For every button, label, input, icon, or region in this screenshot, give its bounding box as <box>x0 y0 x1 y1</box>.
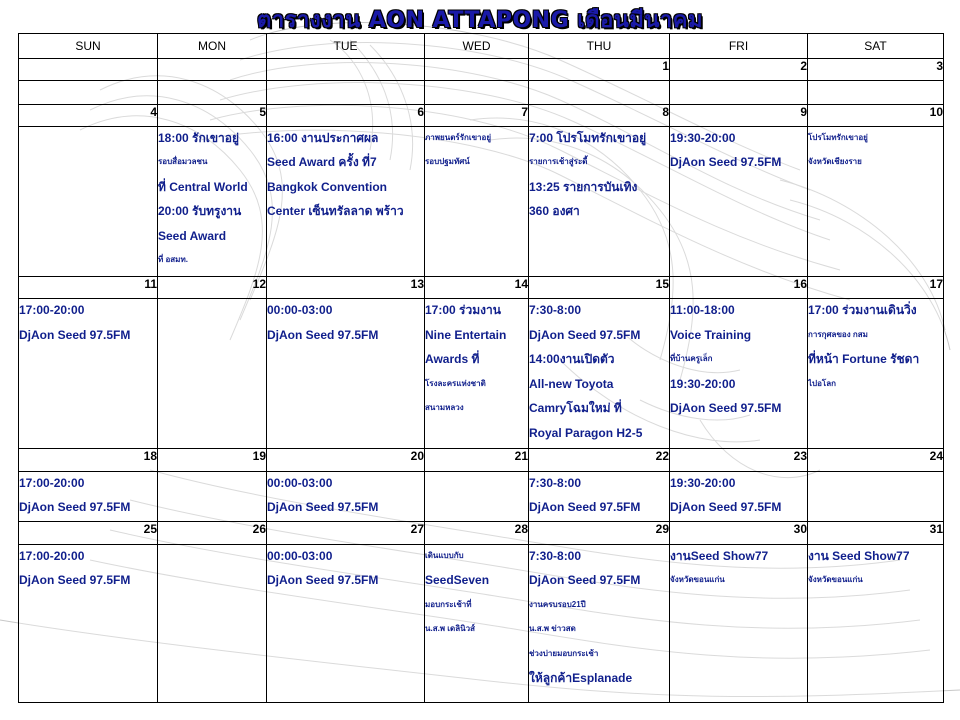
calendar-grid <box>18 33 944 703</box>
date-cell <box>808 522 944 544</box>
event-line: All-new Toyota <box>529 376 614 391</box>
event-line: DjAon Seed 97.5FM <box>670 401 782 416</box>
event-line: SeedSeven <box>425 573 490 588</box>
event-line: มอบกระเช้าที่ <box>425 599 472 609</box>
event-line: การกุศลของ กสม <box>808 329 868 339</box>
event-line: สนามหลวง <box>425 403 464 413</box>
day-events-cell <box>670 81 808 104</box>
weekday-header-row <box>19 34 944 59</box>
date-number: 8 <box>662 104 669 119</box>
event-line: รอบสื่อมวลชน <box>158 157 208 167</box>
event-line: 20:00 รับทรูงาน <box>158 204 242 219</box>
event-line: DjAon Seed 97.5FM <box>19 500 131 515</box>
day-events-cell <box>529 471 670 522</box>
event-line: Voice Training <box>670 327 752 342</box>
date-number: 29 <box>655 522 669 537</box>
event-line: งานครบรอบ21ปี <box>529 599 586 609</box>
event-line: DjAon Seed 97.5FM <box>267 573 379 588</box>
event-line: ให้ลูกค้าEsplanade <box>529 671 633 686</box>
date-number: 2 <box>800 59 807 73</box>
date-number: 1 <box>662 59 669 73</box>
day-events-cell <box>267 544 425 702</box>
date-number: 26 <box>252 522 266 537</box>
date-cell <box>670 522 808 544</box>
date-cell <box>425 59 529 81</box>
date-cell <box>19 449 158 471</box>
event-line: Seed Award ครั้ง ที่7 <box>267 155 377 170</box>
event-line: 14:00งานเปิดตัว <box>529 352 615 367</box>
day-events-cell <box>19 299 158 449</box>
date-number-row <box>19 522 944 544</box>
date-cell <box>808 449 944 471</box>
events-row <box>19 81 944 104</box>
date-cell <box>529 277 670 299</box>
date-number: 27 <box>410 522 424 537</box>
event-line: DjAon Seed 97.5FM <box>529 327 641 342</box>
event-line: 17:00-20:00 <box>19 475 85 490</box>
events-row <box>19 544 944 702</box>
event-line: DjAon Seed 97.5FM <box>19 327 131 342</box>
date-number: 5 <box>259 104 266 119</box>
day-events-cell <box>19 544 158 702</box>
event-line: Bangkok Convention <box>267 179 388 194</box>
events-row <box>19 126 944 276</box>
event-line: Awards ที่ <box>425 352 480 367</box>
event-line: Nine Entertain <box>425 327 507 342</box>
event-line: DjAon Seed 97.5FM <box>670 500 782 515</box>
event-line: 18:00 รักเขาอยู่ <box>158 130 240 145</box>
date-number-row <box>19 449 944 471</box>
event-line: รอบปฐมทัศน์ <box>425 157 470 167</box>
day-events-cell <box>425 126 529 276</box>
date-cell <box>19 104 158 126</box>
day-events-cell <box>19 81 158 104</box>
day-events-cell <box>425 471 529 522</box>
day-events-cell <box>808 471 944 522</box>
date-number: 6 <box>417 104 424 119</box>
day-events-cell <box>808 544 944 702</box>
weekday-mon: MON <box>158 34 267 59</box>
day-events-cell <box>670 126 808 276</box>
date-cell <box>425 277 529 299</box>
event-line: Royal Paragon H2-5 <box>529 425 643 440</box>
date-cell <box>808 59 944 81</box>
event-line: ที่ อสมท. <box>158 255 188 265</box>
event-line: 11:00-18:00 <box>670 303 735 318</box>
event-line: 00:00-03:00 <box>267 303 333 318</box>
event-line: 19:30-20:00 <box>670 130 736 145</box>
date-cell <box>529 449 670 471</box>
date-cell <box>158 104 267 126</box>
day-events-cell <box>267 81 425 104</box>
day-events-cell <box>158 544 267 702</box>
date-number: 23 <box>793 449 807 464</box>
event-line: 00:00-03:00 <box>267 548 333 563</box>
date-number: 31 <box>929 522 943 537</box>
date-number: 21 <box>514 449 528 464</box>
day-events-cell <box>670 544 808 702</box>
date-cell <box>670 104 808 126</box>
event-line: 17:00-20:00 <box>19 548 85 563</box>
event-line: 19:30-20:00 <box>670 475 736 490</box>
date-cell <box>158 522 267 544</box>
weekday-wed: WED <box>425 34 529 59</box>
date-number: 15 <box>655 277 669 291</box>
events-row <box>19 471 944 522</box>
event-line: DjAon Seed 97.5FM <box>529 573 641 588</box>
day-events-cell <box>808 81 944 104</box>
date-cell <box>267 59 425 81</box>
weekday-sun: SUN <box>19 34 158 59</box>
day-events-cell <box>267 299 425 449</box>
event-line: 7:00 โปรโมทรักเขาอยู่ <box>529 130 647 145</box>
date-cell <box>158 449 267 471</box>
event-line: โรงละครแห่งชาติ <box>425 378 486 388</box>
date-number: 10 <box>929 104 943 119</box>
event-line: น.ส.พ ข่าวสด <box>529 624 576 634</box>
date-number: 22 <box>655 449 669 464</box>
day-events-cell <box>670 471 808 522</box>
date-cell <box>425 449 529 471</box>
date-cell <box>19 277 158 299</box>
events-row <box>19 299 944 449</box>
event-line: รายการเช้าสู่ระดี้ <box>529 157 588 167</box>
date-number: 14 <box>514 277 528 291</box>
date-number-row <box>19 104 944 126</box>
weekday-thu: THU <box>529 34 670 59</box>
date-cell <box>267 104 425 126</box>
date-number: 4 <box>150 104 157 119</box>
weekday-fri: FRI <box>670 34 808 59</box>
event-line: จังหวัดขอนแก่น <box>670 575 725 585</box>
date-cell <box>670 449 808 471</box>
event-line: ที่ Central World <box>158 179 248 194</box>
date-number: 25 <box>143 522 157 537</box>
event-line: 7:30-8:00 <box>529 548 582 563</box>
event-line: ที่บ้านครูเล็ก <box>670 354 713 364</box>
event-line: Camryโฉมใหม่ ที่ <box>529 401 622 416</box>
day-events-cell <box>158 299 267 449</box>
date-number: 12 <box>252 277 266 291</box>
day-events-cell <box>19 126 158 276</box>
event-line: โปรโมทรักเขาอยู่ <box>808 132 868 142</box>
day-events-cell <box>158 81 267 104</box>
weekday-tue: TUE <box>267 34 425 59</box>
event-line: DjAon Seed 97.5FM <box>19 573 131 588</box>
event-line: DjAon Seed 97.5FM <box>670 155 782 170</box>
event-line: 13:25 รายการบันเทิง <box>529 179 638 194</box>
date-cell <box>19 522 158 544</box>
event-line: งาน Seed Show77 <box>808 548 910 563</box>
date-number: 17 <box>929 277 943 291</box>
page-title: ตารางงาน AON ATTAPONG เดือนมีนาคม <box>257 8 703 33</box>
date-cell <box>267 449 425 471</box>
event-line: Center เซ็นทรัลลาด พร้าว <box>267 204 404 219</box>
day-events-cell <box>808 299 944 449</box>
event-line: DjAon Seed 97.5FM <box>267 327 379 342</box>
date-cell <box>670 277 808 299</box>
date-number: 9 <box>800 104 807 119</box>
event-line: จังหวัดเชียงราย <box>808 157 862 167</box>
day-events-cell <box>529 299 670 449</box>
event-line: ช่วงบ่ายมอบกระเช้า <box>529 648 599 658</box>
date-number: 13 <box>410 277 424 291</box>
date-number-row <box>19 277 944 299</box>
date-cell <box>808 277 944 299</box>
date-number-row <box>19 59 944 81</box>
date-number: 11 <box>144 277 157 291</box>
day-events-cell <box>267 126 425 276</box>
event-line: งานSeed Show77 <box>670 548 769 563</box>
event-line: 17:00 ร่วมงานเดินวิ่ง <box>808 303 917 318</box>
event-line: 00:00-03:00 <box>267 475 333 490</box>
day-events-cell <box>267 471 425 522</box>
event-line: DjAon Seed 97.5FM <box>267 500 379 515</box>
date-number: 24 <box>929 449 943 464</box>
weekday-sat: SAT <box>808 34 944 59</box>
date-number: 28 <box>514 522 528 537</box>
date-cell <box>529 59 670 81</box>
date-cell <box>529 104 670 126</box>
date-cell <box>267 522 425 544</box>
day-events-cell <box>158 126 267 276</box>
event-line: ไปอโลก <box>808 378 836 388</box>
date-cell <box>158 277 267 299</box>
event-line: ที่หน้า Fortune รัชดา <box>808 352 920 367</box>
date-cell <box>529 522 670 544</box>
date-number: 3 <box>936 59 943 73</box>
event-line: 17:00-20:00 <box>19 303 85 318</box>
day-events-cell <box>529 544 670 702</box>
date-number: 20 <box>410 449 424 464</box>
event-line: 16:00 งานประกาศผล <box>267 130 379 145</box>
event-line: เดินแบบกับ <box>425 550 464 560</box>
date-cell <box>425 522 529 544</box>
event-line: จังหวัดขอนแก่น <box>808 575 863 585</box>
event-line: Seed Award <box>158 228 227 243</box>
day-events-cell <box>670 299 808 449</box>
day-events-cell <box>529 126 670 276</box>
date-cell <box>267 277 425 299</box>
day-events-cell <box>19 471 158 522</box>
event-line: 360 องศา <box>529 204 580 219</box>
day-events-cell <box>529 81 670 104</box>
day-events-cell <box>425 544 529 702</box>
day-events-cell <box>425 81 529 104</box>
date-cell <box>425 104 529 126</box>
day-events-cell <box>425 299 529 449</box>
date-cell <box>19 59 158 81</box>
day-events-cell <box>158 471 267 522</box>
event-line: 19:30-20:00 <box>670 376 736 391</box>
date-cell <box>808 104 944 126</box>
date-cell <box>158 59 267 81</box>
event-line: DjAon Seed 97.5FM <box>529 500 641 515</box>
event-line: 17:00 ร่วมงาน <box>425 303 501 318</box>
event-line: น.ส.พ เดลินิวส์ <box>425 624 475 634</box>
date-cell <box>670 59 808 81</box>
date-number: 30 <box>793 522 807 537</box>
date-number: 19 <box>252 449 266 464</box>
day-events-cell <box>808 126 944 276</box>
date-number: 18 <box>143 449 157 464</box>
event-line: 7:30-8:00 <box>529 475 582 490</box>
date-number: 7 <box>521 104 528 119</box>
event-line: 7:30-8:00 <box>529 303 582 318</box>
calendar-body <box>19 59 944 703</box>
event-line: ภาพยนตร์รักเขาอยู่ <box>425 132 492 142</box>
date-number: 16 <box>793 277 807 291</box>
